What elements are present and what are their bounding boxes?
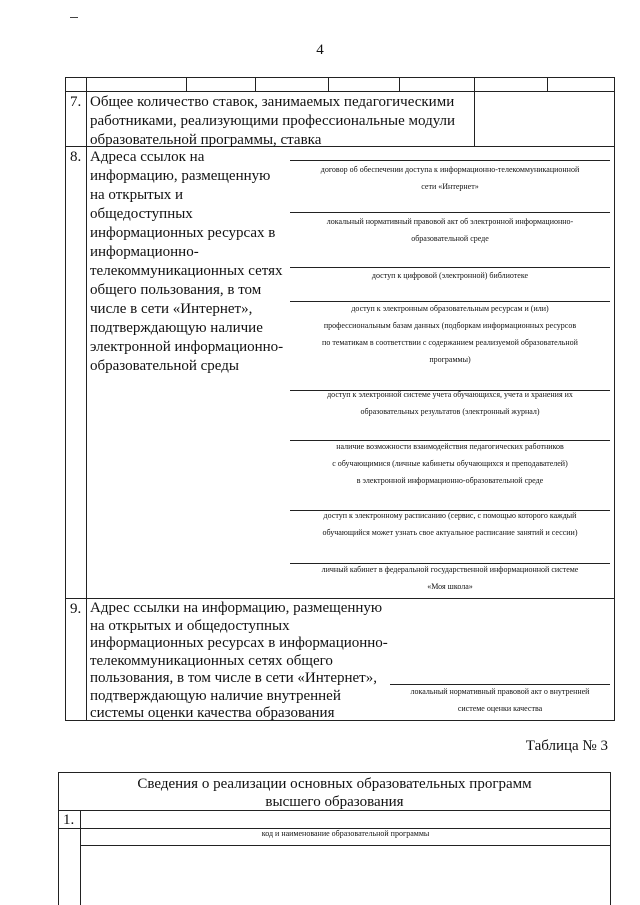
title-line: Сведения о реализации основных образовательных программ <box>137 776 532 792</box>
text-line: подтверждающую наличие внутренней <box>90 687 341 704</box>
field-caption-library <box>290 267 610 284</box>
table-right-border <box>614 77 615 721</box>
text-line: на открытых и общедоступных <box>90 617 290 634</box>
text-line: Общее количество ставок, занимаемых педагогическими <box>90 94 455 110</box>
table-top-border <box>65 77 615 78</box>
row9-label <box>90 600 390 723</box>
row7-label <box>90 93 472 150</box>
cell-divider <box>255 77 256 91</box>
cell-divider <box>474 77 475 91</box>
cell-divider <box>547 77 548 91</box>
field-caption-my-school <box>290 561 610 595</box>
text-line: телекоммуникационных сетях <box>90 263 283 279</box>
text-line: подтверждающую наличие <box>90 320 263 336</box>
row-number: 8. <box>70 149 82 165</box>
caption-line: личный кабинет в федеральной государственной информационной системе <box>321 565 579 574</box>
page-number: 4 <box>316 42 324 58</box>
row-divider <box>80 845 611 846</box>
text-line: пользования, в том числе в сети «Интернет», <box>90 670 377 686</box>
caption-line: образовательной среде <box>411 234 489 243</box>
caption-line: доступ к цифровой (электронной) библиотеке <box>371 271 529 280</box>
cell-divider <box>474 91 475 146</box>
text-line: работниками, реализующими профессиональные модули <box>90 113 456 129</box>
caption-line: системе оценки качества <box>457 704 543 713</box>
cell-divider <box>399 77 400 91</box>
caption-line: сети «Интернет» <box>421 182 479 191</box>
caption-line: доступ к электронному расписанию (сервис, с помощью которого каждый <box>323 511 577 520</box>
text-line: системы оценки качества образования <box>90 705 335 721</box>
row-number: 7. <box>70 94 82 110</box>
text-line: общедоступных <box>90 206 193 222</box>
margin-mark <box>70 17 78 18</box>
text-line: числе в сети «Интернет», <box>90 301 253 317</box>
text-line: образовательной среды <box>90 358 239 374</box>
caption-line: образовательных результатов (электронный журнал) <box>360 407 540 416</box>
text-line: информационно- <box>90 244 199 260</box>
row8-label <box>90 148 290 376</box>
caption-line: локальный нормативный правовой акт о внутренней <box>410 687 590 696</box>
row-number: 9. <box>70 601 82 617</box>
table-3-title <box>58 775 611 811</box>
cell-divider <box>328 77 329 91</box>
text-line: информацию, размещенную <box>90 168 271 184</box>
table-top-border <box>58 772 611 773</box>
cell-divider <box>186 77 187 91</box>
text-line: образовательной программы, ставка <box>90 132 322 148</box>
text-line: Адрес ссылки на информацию, размещенную <box>90 600 383 616</box>
caption-line: доступ к электронным образовательным ресурсам и (или) <box>351 304 549 313</box>
caption-line: локальный нормативный правовой акт об электронной информационно- <box>326 217 574 226</box>
field-caption-internal-quality <box>390 683 610 717</box>
table-left-border <box>65 77 66 721</box>
text-line: на открытых и <box>90 187 184 203</box>
field-caption-program-code: код и наименование образовательной программы <box>261 829 430 838</box>
field-caption-internet-contract <box>290 161 610 195</box>
caption-line: договор об обеспечении доступа к информационно-телекоммуникационной <box>320 165 580 174</box>
caption-line: программы) <box>429 355 471 364</box>
row-divider <box>65 598 615 599</box>
text-line: телекоммуникационных сетях общего <box>90 652 333 669</box>
caption-line: профессиональным базам данных (подборкам информационных ресурсов <box>323 321 577 330</box>
caption-line: с обучающимися (личные кабинеты обучающихся и преподавателей) <box>332 459 568 468</box>
field-caption-local-act <box>290 213 610 247</box>
text-line: общего пользования, в том <box>90 282 262 298</box>
row-divider <box>65 91 615 92</box>
field-caption-journal <box>290 386 610 420</box>
table-3-label: Таблица № 3 <box>525 738 608 754</box>
field-caption-schedule <box>290 507 610 541</box>
caption-line: в электронной информационно-образовательной среде <box>356 476 544 485</box>
row-number: 1. <box>63 812 75 828</box>
caption-line: «Моя школа» <box>427 582 473 591</box>
caption-line: по тематикам в соответствии с содержанием реализуемой образовательной <box>322 338 578 347</box>
text-line: электронной информационно- <box>90 339 284 355</box>
title-line: высшего образования <box>265 794 404 810</box>
text-line: информационных ресурсах в <box>90 225 276 241</box>
caption-line: обучающийся может узнать свое актуальное расписание занятий и сессии) <box>322 528 578 537</box>
number-column-border <box>86 77 87 721</box>
field-caption-resources <box>290 300 610 368</box>
caption-line: наличие возможности взаимодействия педагогических работников <box>336 442 564 451</box>
text-line: информационных ресурсах в информационно- <box>90 635 388 651</box>
field-caption-interaction <box>290 438 610 489</box>
text-line: Адреса ссылок на <box>90 149 205 165</box>
caption-line: доступ к электронной системе учета обучающихся, учета и хранения их <box>327 390 573 399</box>
